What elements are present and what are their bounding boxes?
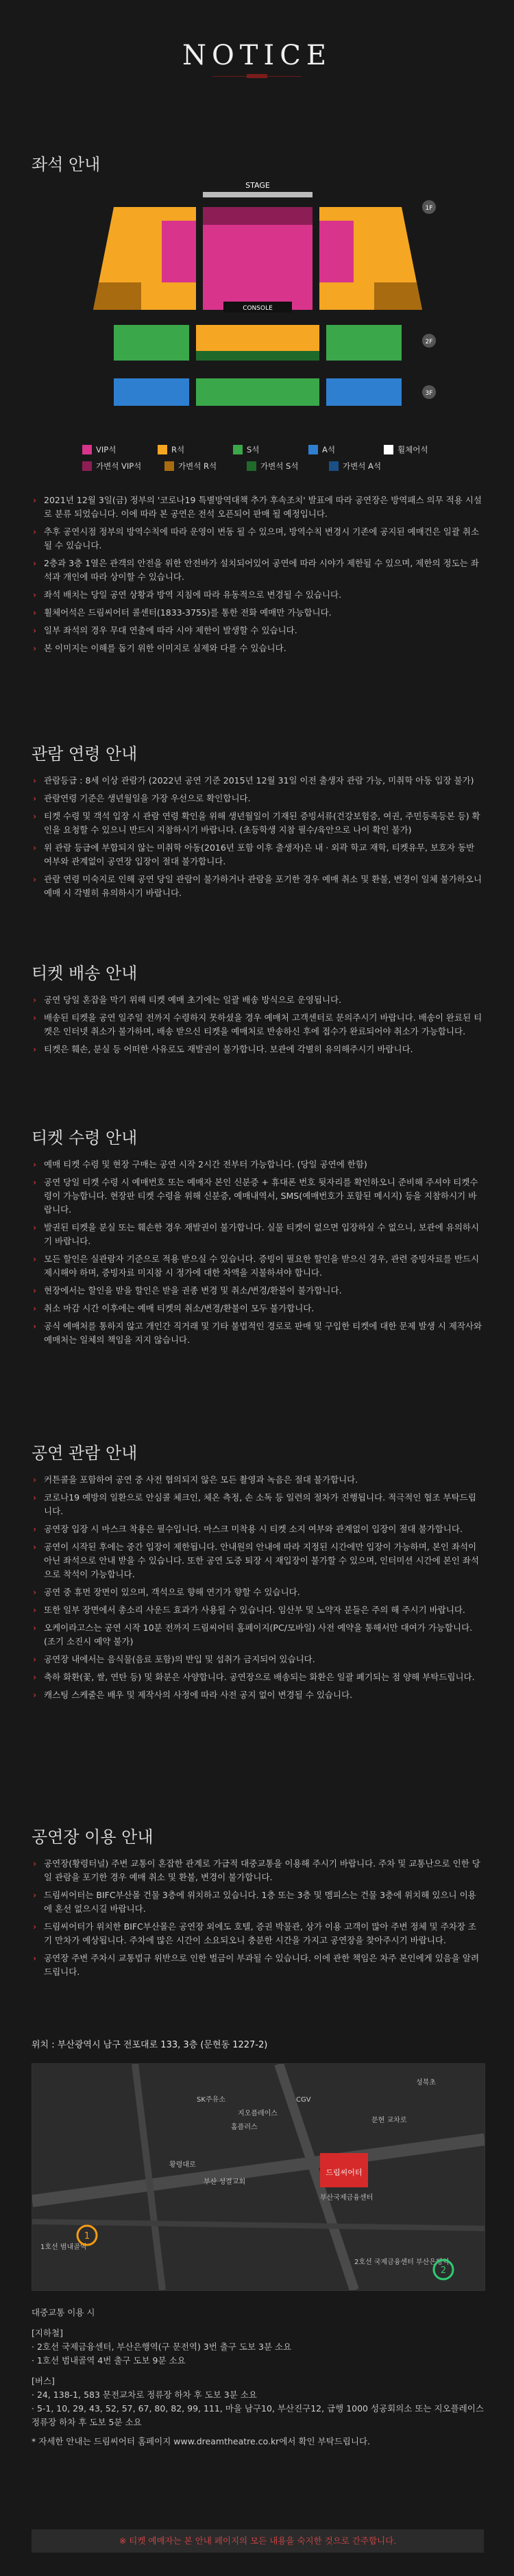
floor-3f-label: 3F <box>425 390 433 397</box>
map-label: 1호선 범내골역 <box>40 2244 87 2251</box>
var-r-right <box>374 282 422 310</box>
s-seat-3f-center <box>196 378 319 406</box>
viewing-note: › 오케이라고스는 공연 시작 10분 전까지 드림씨어터 홈페이지(PC/모바일) 사전 예약을 통해서만 대여가 가능합니다. (조기 소진시 예약 불가) <box>32 1621 484 1649</box>
seat-map <box>66 180 450 440</box>
line1-number: 1 <box>84 2231 90 2241</box>
viewing-section <box>32 1439 484 1706</box>
vip-left <box>162 221 196 282</box>
s-seat-2f-right <box>326 325 402 351</box>
map-label: 지오플레이스 <box>238 2110 278 2117</box>
viewing-note: › 커튼콜을 포함하여 공연 중 사전 협의되지 않은 모든 촬영과 녹음은 절대 불가합니다. <box>32 1473 484 1487</box>
subway-item: · 2호선 국제금융센터, 부산은행역(구 문전역) 3번 출구 도보 3분 소요 <box>32 2342 292 2352</box>
seating-title: 좌석 안내 <box>32 155 101 174</box>
pickup-note: › 공연 당일 티켓 수령 시 예매번호 또는 예매자 본인 신분증 + 휴대폰 번호 뒷자리를 확인하오니 준비해 주셔야 티켓수령이 가능합니다. 현장판 티켓 수령을 위해 신분증, 예매내역서, SMS(예매번호가 포함된 메시지) 등을 지참하시기 바랍니다. <box>32 1176 484 1217</box>
location-map <box>32 2063 485 2291</box>
seating-note: › 2021년 12월 3일(금) 정부의 '코로나19 특별방역대책 추가 후속조치' 발표에 따라 공연장은 방역패스 의무 적용 시설로 분류 되었습니다. 이에 따라 본 공연은 전석 오픈되어 판매 될 예정입니다. <box>32 494 484 521</box>
age-title: 관람 연령 안내 <box>32 744 138 764</box>
vip-right <box>319 221 354 282</box>
pickup-note: › 예매 티켓 수령 및 현장 구매는 공연 시작 2시간 전부터 가능합니다. (당일 공연에 한함) <box>32 1158 484 1171</box>
age-note: › 관람연령 기준은 생년월일을 가장 우선으로 확인합니다. <box>32 792 484 805</box>
bus-item: · 5-1, 10, 29, 43, 52, 57, 67, 80, 82, 99, 111, 마을 남구10, 부산진구12, 급행 1000 성공회의소 또는 지오플레이스 정류장 하차 후 도보 5분 소요 <box>32 2403 484 2427</box>
map-label: 홈플러스 <box>231 2124 258 2131</box>
floor-2f-label: 2F <box>425 339 433 345</box>
age-note: › 위 관람 등급에 부합되지 않는 미취학 아동(2016년 포함 이후 출생자)은 내 · 외곽 학교 재학, 티켓유무, 보호자 동반 여부와 관계없이 공연장 입장이 절대 불가합니다. <box>32 841 484 868</box>
age-note: › 티켓 수령 및 객석 입장 시 관람 연령 확인을 위해 생년월일이 기재된 증빙서류(건강보험증, 여권, 주민등록등본 등) 확인을 요청할 수 있으니 반드시 지참하시기 바랍니다. (초등학생 지참 필수/육안으로 나이 확인 불가) <box>32 810 484 837</box>
pickup-section <box>32 1124 484 1351</box>
map-label: CGV <box>296 2096 311 2104</box>
s-seat-2f-right-b <box>326 351 402 361</box>
pickup-title: 티켓 수령 안내 <box>32 1128 138 1147</box>
viewing-note: › 공연 중 휴먼 장면이 있으며, 객석으로 향해 연기가 향할 수 있습니다. <box>32 1585 484 1599</box>
viewing-note: › 공연장 내에서는 음식물(음료 포함)의 반입 및 섭취가 금지되어 있습니다. <box>32 1653 484 1666</box>
viewing-note: › 코로나19 예방의 일환으로 안심콜 체크인, 체온 측정, 손 소독 등 일련의 절차가 진행됩니다. 적극적인 협조 부탁드립니다. <box>32 1491 484 1518</box>
map-label: SK주유소 <box>197 2096 225 2104</box>
website-note: * 자세한 안내는 드림씨어터 홈페이지 www.dreamtheatre.co.kr에서 확인 부탁드립니다. <box>32 2436 370 2446</box>
map-label: 부산 성결교회 <box>204 2178 246 2186</box>
floor-1f-label: 1F <box>425 205 433 212</box>
seating-note: › 본 이미지는 이해를 돕기 위한 이미지로 실제와 다를 수 있습니다. <box>32 642 484 655</box>
pickup-note: › 현장에서는 할인을 받을 할인은 받을 권종 변경 및 취소/변경/환불이 불가합니다. <box>32 1284 484 1298</box>
page-title: NOTICE <box>182 40 332 71</box>
a-seat-3f-left <box>114 378 189 406</box>
subway-item: · 1호선 범내골역 4번 출구 도보 9분 소요 <box>32 2355 186 2366</box>
s-seat-2f-left-b <box>114 351 189 361</box>
delivery-note: › 티켓은 훼손, 분실 등 어떠한 사유로도 재발권이 불가합니다. 보관에 각별히 유의해주시기 바랍니다. <box>32 1043 484 1056</box>
legend-var-r: 가변석 R석 <box>164 461 226 472</box>
viewing-note: › 공연이 시작된 후에는 중간 입장이 제한됩니다. 안내원의 안내에 따라 지정된 시간에만 입장이 가능하며, 본인 좌석이 아닌 좌석으로 안내 받을 수 있습니다. 또한 공연 도중 퇴장 시 재입장이 불가할 수 있으며, 인터미션 시간에 본인 좌석으로 착석이 가능합니다. <box>32 1540 484 1581</box>
viewing-title: 공연 관람 안내 <box>32 1444 138 1463</box>
a-seat-3f-right <box>326 378 402 406</box>
venue-note: › 드림씨어터가 위치한 BIFC부산몰은 공연장 외에도 호텔, 증권 박물관, 상가 이용 고객이 많아 주변 정체 및 주차장 조기 만차가 예상됩니다. 주차에 많은 시간이 소요되오니 충분한 시간을 가지고 공연장을 찾아주시기 바랍니다. <box>32 1920 484 1947</box>
viewing-note: › 축하 화환(꽃, 쌀, 연탄 등) 및 화분은 사양합니다. 공연장으로 배송되는 화환은 일괄 폐기되는 점 양해 부탁드립니다. <box>32 1670 484 1684</box>
bus-item: · 24, 138-1, 583 문전교차로 정류장 하차 후 도보 3분 소요 <box>32 2390 257 2400</box>
map-label: 문현 교차로 <box>371 2117 407 2124</box>
viewing-note: › 공연장 입장 시 마스크 착용은 필수입니다. 마스크 미착용 시 티켓 소지 여부와 관계없이 입장이 절대 불가합니다. <box>32 1522 484 1536</box>
seating-note: › 휠체어석은 드림씨어터 콜센터(1833-3755)를 통한 전화 예매만 가능합니다. <box>32 606 484 620</box>
pickup-note: › 공식 예매처를 통하지 않고 개인간 직거래 및 기타 불법적인 경로로 판매 및 구입한 티켓에 대한 문제 발생 시 제작사와 예매처는 일체의 책임을 지지 않습니다. <box>32 1320 484 1347</box>
legend-vip: VIP석 <box>82 444 137 455</box>
viewing-note: › 캐스팅 스케줄은 배우 및 제작사의 사정에 따라 사전 공지 없이 변경될 수 있습니다. <box>32 1688 484 1702</box>
transport-info <box>32 2306 484 2449</box>
var-r-left <box>93 282 141 310</box>
age-note: › 관람등급 : 8세 이상 관람가 (2022년 공연 기준 2015년 12월 31일 이전 출생자 관람 가능, 미취학 아동 입장 불가) <box>32 774 484 788</box>
line2-number: 2 <box>440 2265 447 2276</box>
seating-note: › 추후 공연시점 정부의 방역수칙에 따라 운영이 변동 될 수 있으며, 방역수칙 변경시 기존에 공지된 예매건은 일괄 취소 될 수 있습니다. <box>32 525 484 552</box>
subway-title: [지하철] <box>32 2328 63 2338</box>
delivery-title: 티켓 배송 안내 <box>32 964 138 983</box>
stage-label: STAGE <box>245 181 270 190</box>
seating-notes <box>32 494 484 659</box>
seating-note: › 2층과 3층 1열은 관객의 안전을 위한 안전바가 설치되어있어 공연에 따라 시야가 제한될 수 있으며, 제한의 정도는 좌석과 개인에 따라 상이할 수 있습니다. <box>32 557 484 584</box>
legend-s: S석 <box>233 444 288 455</box>
seating-note: › 일부 좌석의 경우 무대 연출에 따라 시야 제한이 발생할 수 있습니다. <box>32 624 484 637</box>
age-note: › 관람 연령 미숙지로 인해 공연 당일 관람이 불가하거나 관람을 포기한 경우 예매 취소 및 환불, 변경이 일체 불가하오니 예매 시 각별히 유의하시기 바랍니다. <box>32 873 484 900</box>
footer-notice: ※ 티켓 예매자는 본 안내 페이지의 모든 내용을 숙지한 것으로 간주합니다. <box>32 2529 484 2553</box>
map-label: 2호선 국제금융센터 부산은행역 <box>354 2259 450 2266</box>
transport-heading: 대중교통 이용 시 <box>32 2307 95 2318</box>
legend-var-a: 가변석 A석 <box>329 461 391 472</box>
seating-note: › 좌석 배치는 당일 공연 상황과 방역 지침에 따라 유동적으로 변경될 수 있습니다. <box>32 588 484 602</box>
venue-title: 공연장 이용 안내 <box>32 1827 154 1847</box>
venue-note: › 공연장(황령터널) 주변 교통이 혼잡한 관계로 가급적 대중교통을 이용해 주시기 바랍니다. 주차 및 교통난으로 인한 당일 관람을 포기한 경우 예매 취소 및 환불, 변경이 불가합니다. <box>32 1857 484 1884</box>
delivery-note: › 배송된 티켓을 공연 일주일 전까지 수령하지 못하셨을 경우 예매처 고객센터로 문의주시기 바랍니다. 배송이 완료된 티켓은 인터넷 취소가 불가하며, 배송 받으신 티켓을 예매처로 반송하신 후에 접수가 완료되어야 취소가 가능합니다. <box>32 1011 484 1038</box>
venue-address: 위치 : 부산광역시 남구 전포대로 133, 3층 (문현동 1227-2) <box>32 2040 268 2050</box>
location-map-svg <box>32 2064 485 2290</box>
map-label-theatre: 드림씨어터 <box>326 2168 363 2177</box>
legend-var-s: 가변석 S석 <box>247 461 308 472</box>
seat-map-svg <box>66 180 450 440</box>
legend-wheelchair: 휠체어석 <box>384 444 439 455</box>
legend-var-vip: 가변석 VIP석 <box>82 461 144 472</box>
title-divider <box>212 76 302 77</box>
page-header <box>0 0 514 82</box>
console-label: CONSOLE <box>243 305 273 312</box>
var-s-2f <box>196 351 319 361</box>
bus-title: [버스] <box>32 2376 55 2386</box>
pickup-note: › 취소 마감 시간 이후에는 예매 티켓의 취소/변경/환불이 모두 불가합니다. <box>32 1302 484 1315</box>
venue-note: › 공연장 주변 주차시 교통법규 위반으로 인한 벌금이 부과될 수 있습니다. 이에 관한 책임은 차주 본인에게 있음을 알려드립니다. <box>32 1952 484 1979</box>
map-label: 부산국제금융센터 <box>320 2194 374 2202</box>
var-vip-center <box>203 207 313 225</box>
age-section <box>32 740 484 904</box>
s-seat-2f-left <box>114 325 189 351</box>
venue-section <box>32 1823 484 1983</box>
pickup-note: › 모든 할인은 실관람자 기준으로 적용 받으실 수 있습니다. 증빙이 필요한 할인을 받으신 경우, 관련 증빙자료를 반드시 제시해야 하며, 증빙자료 미지참 시 정가에 대한 차액을 지불하셔야 합니다. <box>32 1252 484 1280</box>
viewing-note: › 또한 일부 장면에서 총소리 사운드 효과가 사용될 수 있습니다. 임산부 및 노약자 분들은 주의 해 주시기 바랍니다. <box>32 1603 484 1617</box>
stage-bar <box>203 192 313 197</box>
pickup-note: › 발권된 티켓을 분실 또는 훼손한 경우 재발권이 불가합니다. 실물 티켓이 없으면 입장하실 수 없으니, 보관에 유의하시기 바랍니다. <box>32 1221 484 1248</box>
venue-note: › 드림씨어터는 BIFC부산몰 건물 3층에 위치하고 있습니다. 1층 또는 3층 및 멤피스는 건물 3층에 위치해 있으니 이용에 혼선 없으시길 바랍니다. <box>32 1888 484 1916</box>
legend-r: R석 <box>158 444 212 455</box>
legend-a: A석 <box>308 444 363 455</box>
delivery-note: › 공연 당일 혼잡을 막기 위해 티켓 예매 초기에는 일괄 배송 방식으로 운영됩니다. <box>32 993 484 1007</box>
delivery-section <box>32 960 484 1060</box>
r-seat-2f-center <box>196 325 319 351</box>
map-label: 성북초 <box>416 2079 436 2087</box>
map-label: 황령대로 <box>169 2161 196 2169</box>
seat-legend <box>82 444 439 477</box>
